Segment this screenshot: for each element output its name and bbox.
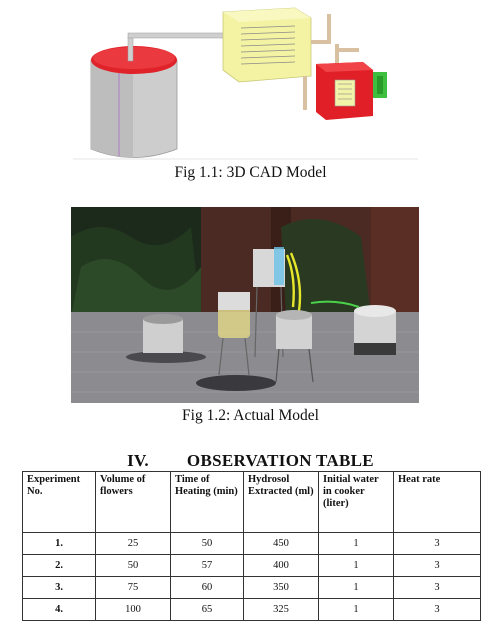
cell-heat-rate: 3 — [394, 533, 481, 555]
cell-experiment: 4. — [23, 599, 96, 621]
cell-water: 1 — [319, 533, 394, 555]
cell-volume: 25 — [96, 533, 171, 555]
cell-heat-rate: 3 — [394, 555, 481, 577]
table-row — [23, 577, 481, 599]
cell-time: 60 — [171, 577, 244, 599]
header-time-of-heating: Time of Heating (min) — [171, 472, 244, 533]
header-volume-of-flowers: Volume of flowers — [96, 472, 171, 533]
header-heat-rate: Heat rate — [394, 472, 481, 533]
cell-hydrosol: 400 — [244, 555, 319, 577]
cell-volume: 100 — [96, 599, 171, 621]
cell-time: 50 — [171, 533, 244, 555]
section-heading — [0, 451, 501, 471]
cell-water: 1 — [319, 599, 394, 621]
cell-experiment: 1. — [23, 533, 96, 555]
cell-volume: 50 — [96, 555, 171, 577]
actual-model-photo — [71, 207, 419, 403]
cell-time: 57 — [171, 555, 244, 577]
header-initial-water: Initial water in cooker (liter) — [319, 472, 394, 533]
table-row — [23, 599, 481, 621]
cell-hydrosol: 325 — [244, 599, 319, 621]
cell-hydrosol: 350 — [244, 577, 319, 599]
cell-heat-rate: 3 — [394, 577, 481, 599]
cell-heat-rate: 3 — [394, 599, 481, 621]
cell-time: 65 — [171, 599, 244, 621]
cell-water: 1 — [319, 555, 394, 577]
section-number: IV. — [127, 451, 149, 470]
section-title: OBSERVATION TABLE — [186, 451, 374, 470]
table-row — [23, 533, 481, 555]
cell-volume: 75 — [96, 577, 171, 599]
cell-experiment: 2. — [23, 555, 96, 577]
header-hydrosol-extracted: Hydrosol Extracted (ml) — [244, 472, 319, 533]
table-row — [23, 555, 481, 577]
header-experiment-no: Experiment No. — [23, 472, 96, 533]
table-header-row — [23, 472, 481, 533]
cell-water: 1 — [319, 577, 394, 599]
observation-table — [22, 471, 481, 621]
cad-model-drawing — [73, 4, 418, 160]
cell-hydrosol: 450 — [244, 533, 319, 555]
cad-model-figure — [73, 4, 418, 160]
cell-experiment: 3. — [23, 577, 96, 599]
figure-1-caption: Fig 1.1: 3D CAD Model — [174, 164, 327, 181]
actual-model-picture — [71, 207, 419, 403]
figure-2-caption: Fig 1.2: Actual Model — [182, 407, 319, 424]
